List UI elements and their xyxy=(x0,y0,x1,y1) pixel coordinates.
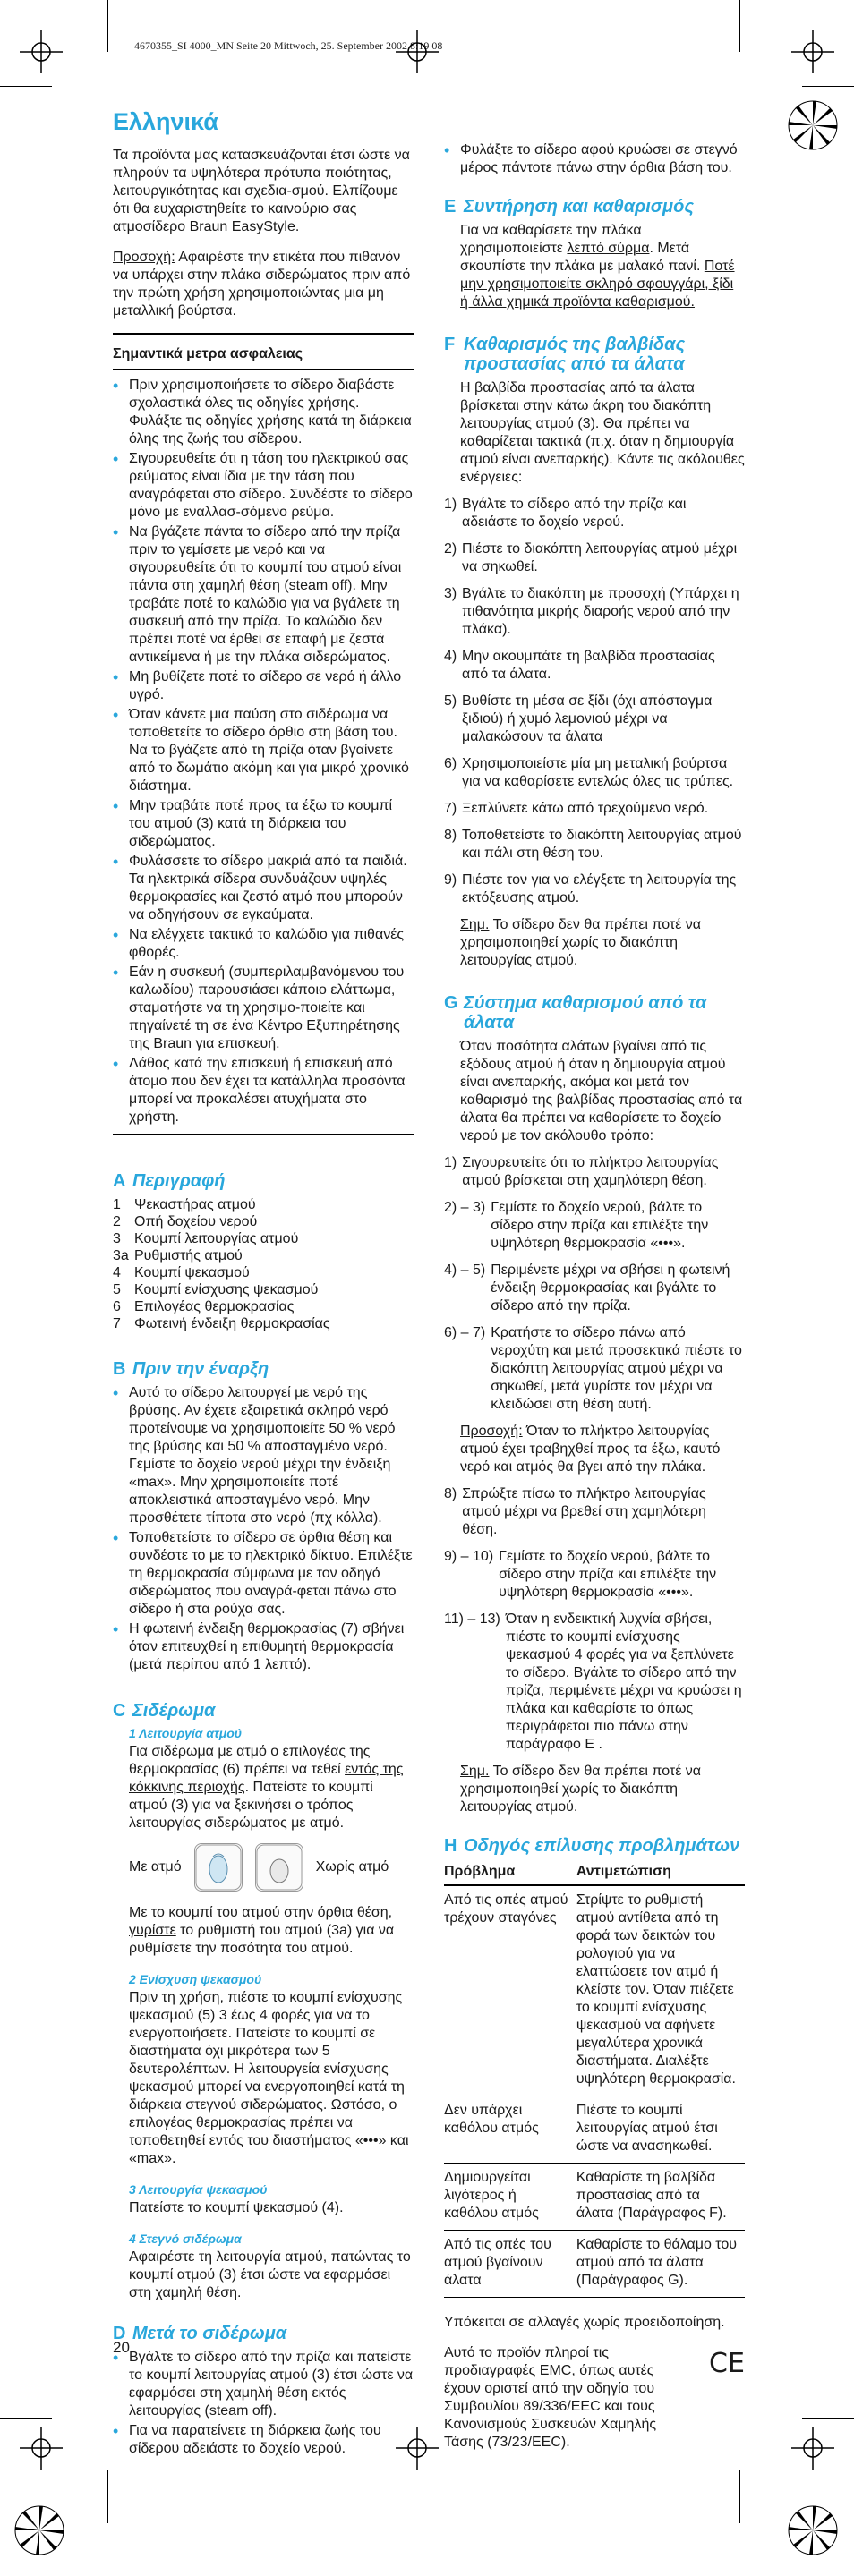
valve-steps xyxy=(444,496,745,907)
list-item: 6) – 7) Κρατήστε το σίδερο πάνω από νεροχύτη και μετά προσεκτικά πιέστε το διακόπτη λειτουργίας ατμού μέχρι να σηκωθεί, μετά γυρίστε τον μέχρι να κλειδώσει στη θέση αυτή. xyxy=(444,1325,742,1412)
crop-mark xyxy=(739,0,740,52)
crop-mark xyxy=(802,86,854,87)
subsection-title: 2 Ενίσχυση ψεκασμού xyxy=(129,1972,262,1986)
caution-label: Προσοχή: xyxy=(113,250,175,265)
left-column xyxy=(113,107,414,2460)
ce-mark-icon: CE xyxy=(709,2348,745,2379)
table-row xyxy=(444,2231,745,2298)
table-cell: Δεν υπάρχει καθόλου ατμός xyxy=(444,2096,576,2164)
steam-illustration xyxy=(129,1843,414,1892)
table-cell: Καθαρίστε το θάλαμο του ατμού από τα άλατα (Παράγραφος G). xyxy=(576,2231,745,2298)
decalc-note: Σημ. Το σίδερο δεν θα πρέπει ποτέ να χρησιμοποιηθεί χωρίς το διακόπτη λειτουργίας ατμού. xyxy=(460,1764,702,1815)
registration-mark-icon xyxy=(20,30,63,73)
registration-mark-icon xyxy=(20,2427,63,2470)
conformity-block xyxy=(444,2344,745,2452)
table-row xyxy=(444,2096,745,2164)
color-target-icon xyxy=(788,100,838,150)
section-e-heading: E Συντήρηση και καθαρισμός xyxy=(444,197,694,217)
valve-intro: Η βαλβίδα προστασίας από τα άλατα βρίσκεται στην κάτω άκρη του διακόπτη λειτουργίας ατμού (3). Θα πρέπει να καθαρίζεται τακτικά (π.χ. όταν η δημιουργία ατμού είναι ανεπαρκής). Κάντε τις ακόλουθες ενέργειες: xyxy=(460,380,745,485)
table-cell: Καθαρίστε τη βαλβίδα προστασίας από τα άλατα (Παράγραφος F). xyxy=(576,2164,745,2231)
crop-mark xyxy=(0,86,52,87)
section-g-heading: G Σύστημα καθαρισμού από τα άλατα xyxy=(444,993,707,1033)
list-item: 4) – 5) Περιμένετε μέχρι να σβήσει η φωτεινή ένδειξη θερμοκρασίας και βγάλτε το σίδερο από την πρίζα. xyxy=(444,1262,730,1314)
without-steam-label: Χωρίς ατμό xyxy=(315,1859,389,1875)
right-column xyxy=(444,141,745,2464)
subsection-title: 3 Λειτουργία ψεκασμού xyxy=(129,2182,268,2197)
list-item: • Να βγάζετε πάντα το σίδερο από την πρίζα πριν το γεμίσετε με νερό και να σιγουρευθείτε ότι το κουμπί του ατμού είναι πάντα στη χαμηλή θέση (steam off). Μην τραβάτε ποτέ το καλώδιο για να βγάλετε τη συσκευή από την πρίζα. Το καλώδιο δεν πρέπει ποτέ να έρθει σε επαφή με ζεστά αντικείμενα ή με την πλάκα σιδερώματος. xyxy=(113,523,414,667)
list-item: • Αυτό το σίδερο λειτουργεί με νερό της βρύσης. Αν έχετε εξαιρετικά σκληρό νερό προτείνουμε να χρησιμοποιείτε 50 % νερό της βρύσης και 50 % αποσταγμένο νερό. Γεμίστε το δοχείο νερού μέχρι την ένδειξη «max». Μην χρησιμοποιείτε ποτέ αποκλειστικά αποσταγμένο νερό. Μην προσθέτετε τίποτα στο νερό (πχ κόλλα). xyxy=(113,1384,414,1527)
table-row xyxy=(444,2164,745,2231)
list-item: • Όταν κάνετε μια παύση στο σιδέρωμα να τοποθετείτε το σίδερο όρθιο στη βάση του. Να το βγάζετε από τη πρίζα όταν βγαίνετε από το δωμάτιο ακόμη και για μικρό χρονικό διάστημα. xyxy=(113,706,414,795)
divider xyxy=(113,369,414,370)
list-item: • Για να παρατείνετε τη διάρκεια ζωής του σίδερου αδειάστε το δοχείο νερού. xyxy=(113,2422,414,2458)
registration-mark-icon xyxy=(396,30,439,73)
list-item: 7 Φωτεινή ένδειξη θερμοκρασίας xyxy=(113,1316,330,1331)
list-item: 2) Πιέστε το διακόπτη λειτουργίας ατμού μέχρι να σηκωθεί. xyxy=(444,541,738,574)
steam-text: Για σιδέρωμα με ατμό ο επιλογέας της θερμοκρασίας (6) πρέπει να τεθεί εντός της κόκκινης περιοχής. Πατείστε το κουμπί ατμού (3) για να ξεκινήσει ο τρόπος λειτουργίας σιδερώματος με ατμό. xyxy=(129,1744,404,1831)
list-item: • Φυλάξτε το σίδερο αφού κρυώσει σε στεγνό μέρος πάντοτε πάνω στην όρθια βάση του. xyxy=(444,141,745,177)
with-steam-label: Με ατμό xyxy=(129,1859,182,1875)
caution-text: Αφαιρέστε την ετικέτα που πιθανόν να υπάρχει στην πλάκα σιδερώματος πριν από την πρώτη χρήση χρησιμοποιώντας μια μη μεταλλική βούρτσα. xyxy=(113,250,411,319)
column-header: Πρόβλημα xyxy=(444,1861,576,1885)
list-item: 1 Ψεκαστήρας ατμού xyxy=(113,1197,256,1212)
list-item: 8) Τοποθετείστε το διακόπτη λειτουργίας ατμού και πάλι στη θέση του. xyxy=(444,828,742,861)
subject-to-change: Υπόκειται σε αλλαγές χωρίς προειδοποίηση. xyxy=(444,2315,725,2330)
color-target-icon xyxy=(788,2505,838,2555)
list-item: 1) Σιγουρευτείτε ότι το πλήκτρο λειτουργίας ατμού βρίσκεται στη χαμηλότερη θέση. xyxy=(444,1155,719,1188)
list-item: • Σιγουρευθείτε ότι η τάση του ηλεκτρικού σας ρεύματος είναι ίδια με την τάση που αναγράφεται στο σίδερο. Συνδέστε το σίδερο μόνο με εναλλασ-σόμενο ρεύμα. xyxy=(113,450,414,522)
list-item: • Τοποθετείστε το σίδερο σε όρθια θέση και συνδέστε το με το ηλεκτρικό δίκτυο. Επιλέξτε τη θερμοκρασία σύμφωνα με τον οδηγό σιδερώματος που αναγρά-φεται πάνω στο σίδερο ή στα ρούχα σας. xyxy=(113,1529,414,1619)
section-f-heading: F Καθαρισμός της βαλβίδας προστασίας από τα άλατα xyxy=(444,335,686,374)
intro-paragraph: Τα προϊόντα μας κατασκευάζονται έτσι ώστε να πληρούν τα υψηλότερα πρότυπα ποιότητας, λειτουργικότητας και σχεδια-σμού. Ελπίζουμε ότι θα ευχαριστηθείτε το καινούριο σας ατμοσίδερο Braun EasyStyle. xyxy=(113,148,410,234)
list-item: • Εάν η συσκευή (συμπεριλαμβανόμενου του καλωδίου) παρουσιάσει κάποιο ελάττωμα, σταματήστε να τη χρησιμο-ποιείτε και πηγαίνετέ τη σε ένα Κέντρο Εξυπηρέτησης της Braun για επισκευή. xyxy=(113,964,414,1053)
list-item: 3a Ρυθμιστής ατμού xyxy=(113,1248,243,1263)
valve-note: Σημ. Το σίδερο δεν θα πρέπει ποτέ να χρησιμοποιηθεί χωρίς το διακόπτη λειτουργίας ατμού. xyxy=(460,917,702,968)
shot-boost-text: Πριν τη χρήση, πιέστε το κουμπί ενίσχυσης ψεκασμού (5) 3 έως 4 φορές για να το ενεργοποιήσετε. Πατείστε το κουμπί σε διαστήματα όχι μικρότερα των 5 δευτερολέπτων. Η λειτουργεία ενίσχυσης ψεκασμού μπορεί να ενεργοποιηθεί κατά τη διάρκεια στεγνού σιδερώματος. Ωστόσο, ο επιλογέας θερμοκρασίας πρέπει να τοποθετηθεί εντός του διαστήματος «•••» και «max». xyxy=(129,1990,409,2166)
list-item: • Φυλάσσετε το σίδερο μακριά από τα παιδιά. Τα ηλεκτρικά σίδερα συνδυάζουν υψηλές θερμοκρασίες και ζεστό ατμό που μπορούν να οδηγήσουν σε εγκαύματα. xyxy=(113,853,414,924)
safety-title: Σημαντικά μετρα ασφαλειας xyxy=(113,346,303,361)
page-number: 20 xyxy=(113,2339,130,2356)
divider xyxy=(113,1134,414,1135)
after-ironing-list-cont xyxy=(444,141,745,177)
table-cell: Στρίψτε το ρυθμιστή ατμού αντίθετα από τη φορά των δεικτών του ρολογιού για να ελαττώσετε τον ατμό ή κλείστε τον. Όταν πιέζετε το κουμπί ενίσχυσης ψεκασμού να αφήνετε μεγαλύτερα χρονικά διαστήματα. Διαλέξτε υψηλότερη θερμοκρασία. xyxy=(576,1885,745,2096)
table-cell: Από τις οπές ατμού τρέχουν σταγόνες xyxy=(444,1885,576,2096)
list-item: 8) Σπρώξτε πίσω το πλήκτρο λειτουργίας ατμού μέχρι να βρεθεί στη χαμηλότερη θέση. xyxy=(444,1486,706,1537)
table-cell: Από τις οπές του ατμού βγαίνουν άλατα xyxy=(444,2231,576,2298)
table-row xyxy=(444,1885,745,2096)
crop-mark xyxy=(107,2470,108,2523)
list-item: 6 Επιλογέας θερμοκρασίας xyxy=(113,1299,295,1314)
caution-paragraph xyxy=(113,249,414,320)
crop-mark xyxy=(107,0,108,52)
decalc-intro: Όταν ποσότητα αλάτων βγαίνει από τις εξόδους ατμού ή όταν η δημιουργία ατμού είναι ανεπαρκής, ακόμα και μετά τον καθαρισμό της βαλβίδας προστασίας από τα άλατα θα πρέπει να καθαρίσετε το δοχείο νερού με τον ακόλουθο τρόπο: xyxy=(460,1039,743,1143)
safety-list xyxy=(113,377,414,1126)
page-title: Ελληνικά xyxy=(113,108,218,135)
list-item: 4 Κουμπί ψεκασμού xyxy=(113,1265,250,1280)
steam-on-icon xyxy=(194,1843,243,1892)
list-item: 3) Βγάλτε το διακόπτη με προσοχή (Υπάρχει η πιθανότητα μικρής διαροής νερού από την πλάκα). xyxy=(444,586,739,637)
subsection-title: 1 Λειτουργία ατμού xyxy=(129,1726,243,1740)
dry-ironing-text: Αφαιρέστε τη λειτουργία ατμού, πατώντας το κουμπί ατμού (3) έτσι ώστε να εφαρμόσει στη χαμηλή θέση. xyxy=(129,2249,411,2300)
registration-mark-icon xyxy=(791,30,834,73)
list-item: • Λάθος κατά την επισκευή ή επισκευή από άτομο που δεν έχει τα κατάλληλα προσόντα μπορεί να προκαλέσει ατυχήματα στο χρήστη. xyxy=(113,1055,414,1126)
list-item: • Βγάλτε το σίδερο από την πρίζα και πατείστε το κουμπί λειτουργίας ατμού (3) έτσι ώστε να εφαρμόσει στη χαμηλή θέση εκτός λειτουργίας (steam off). xyxy=(113,2349,414,2420)
list-item: 5) Βυθίστε τη μέσα σε ξίδι (όχι απόσταγμα ξιδιού) ή χυμό λεμονιού μέχρι να μαλακώσουν τα άλατα xyxy=(444,693,713,744)
after-ironing-list xyxy=(113,2349,414,2458)
table-cell: Δημιουργείται λιγότερος ή καθόλου ατμός xyxy=(444,2164,576,2231)
list-item: 5 Κουμπί ενίσχυσης ψεκασμού xyxy=(113,1282,319,1297)
list-item: 2 Οπή δοχείου νερού xyxy=(113,1214,258,1229)
list-item: 7) Ξεπλύνετε κάτω από τρεχούμενο νερό. xyxy=(444,801,709,816)
steam-off-icon xyxy=(255,1843,303,1892)
list-item: 9) Πιέστε τον για να ελέγξετε τη λειτουργία της εκτόξευσης ατμού. xyxy=(444,872,737,905)
crop-mark xyxy=(0,2418,52,2419)
list-item: 1) Βγάλτε το σίδερο από την πρίζα και αδειάστε το δοχείο νερού. xyxy=(444,497,687,530)
section-d-heading: D Μετά το σιδέρωμα xyxy=(113,2324,287,2343)
decalc-steps xyxy=(444,1154,745,1414)
section-a-heading: A Περιγραφή xyxy=(113,1171,226,1191)
before-start-list xyxy=(113,1384,414,1674)
divider xyxy=(113,333,414,335)
decalc-caution: Προσοχή: Όταν το πλήκτρο λειτουργίας ατμού έχει τραβηχθεί προς τα έξω, καυτό νερό και ατμός θα βγει από την πλάκα. xyxy=(460,1424,721,1475)
color-target-icon xyxy=(14,2505,64,2555)
description-list xyxy=(113,1196,414,1332)
subsection-title: 4 Στεγνό σιδέρωμα xyxy=(129,2232,242,2246)
list-item: 6) Χρησιμοποιείστε μία μη μεταλική βούρτσα για να καθαρίσετε εντελώς όλες τις τρύπες. xyxy=(444,756,734,789)
table-cell: Πιέστε το κουμπί λειτουργίας ατμού έτσι ώστε να ανασηκωθεί. xyxy=(576,2096,745,2164)
list-item: 9) – 10) Γεμίστε το δοχείο νερού, βάλτε το σίδερο στην πρίζα και επιλέξτε την υψηλότερη θερμοκρασία «•••». xyxy=(444,1549,717,1600)
maintenance-text: Για να καθαρίσετε την πλάκα χρησιμοποιείστε λεπτό σύρμα. Μετά σκουπίστε την πλάκα με μαλακό πανί. Ποτέ μην χρησιμοποιείτε σκληρό σφουγγάρι, ξίδι ή άλλα χημικά προϊόντα καθαρισμού. xyxy=(460,223,735,310)
table-header-row xyxy=(444,1861,745,1885)
list-item: 2) – 3) Γεμίστε το δοχείο νερού, βάλτε το σίδερο στην πρίζα και επιλέξτε την υψηλότερη θερμοκρασία «•••». xyxy=(444,1200,709,1251)
registration-mark-icon xyxy=(791,2427,834,2470)
decalc-steps-2 xyxy=(444,1485,745,1754)
section-b-heading: B Πριν την έναρξη xyxy=(113,1359,269,1379)
section-h-heading: H Οδηγός επίλυσης προβλημάτων xyxy=(444,1836,740,1856)
list-item: • Μη βυθίζετε ποτέ το σίδερο σε νερό ή άλλο υγρό. xyxy=(113,668,414,704)
list-item: • Να ελέγχετε τακτικά το καλώδιο για πιθανές φθορές. xyxy=(113,926,414,962)
list-item: 11) – 13) Όταν η ενδεικτική λυχνία σβήσει, πιέστε το κουμπί ενίσχυσης ψεκασμού 4 φορές για να ξεπλύνετε το σίδερο. Βγάλτε το σίδερο από την πρίζα, περιμένετε μέχρι να κρυώσει η πλάκα και καθαρίστε το όπως περιγράφεται πιο πάνω στην παράγραφο E . xyxy=(444,1611,742,1752)
list-item: • Πριν χρησιμοποιήσετε το σίδερο διαβάστε σχολαστικά όλες τις οδηγίες χρήσης. Φυλάξτε τις οδηγίες χρήσης κατά τη διάρκεια όλης της ζωής του σίδερου. xyxy=(113,377,414,448)
column-header: Αντιμετώπιση xyxy=(576,1861,745,1885)
crop-mark xyxy=(739,2470,740,2523)
list-item: • Η φωτεινή ένδειξη θερμοκρασίας (7) σβήνει όταν επιτευχθεί η επιθυμητή θερμοκρασία (μετά περίπου από 1 λεπτό). xyxy=(113,1620,414,1674)
list-item: • Μην τραβάτε ποτέ προς τα έξω το κουμπί του ατμού (3) κατά τη διάρκεια του σιδερώματος. xyxy=(113,797,414,851)
section-c-heading: C Σιδέρωμα xyxy=(113,1701,216,1721)
list-item: 3 Κουμπί λειτουργίας ατμού xyxy=(113,1231,299,1246)
spray-text: Πατείστε το κουμπί ψεκασμού (4). xyxy=(129,2200,344,2215)
crop-mark xyxy=(802,2418,854,2419)
list-item: 4) Μην ακουμπάτε τη βαλβίδα προστασίας από τα άλατα. xyxy=(444,649,715,682)
troubleshooting-table xyxy=(444,1861,745,2298)
steam-adjust-text: Με το κουμπί του ατμού στην όρθια θέση, γυρίστε το ρυθμιστή του ατμού (3a) για να ρυθμίσετε την ποσότητα του ατμού. xyxy=(129,1905,395,1956)
conformity-text: Αυτό το προϊόν πληροί τις προδιαγραφές EMC, όπως αυτές έχουν οριστεί από την οδηγία του Συμβουλίου 89/336/EEC και τους Κανονισμούς Συσκευών Χαμηλής Τάσης (73/23/EEC). xyxy=(444,2345,657,2450)
print-header: 4670355_SI 4000_MN Seite 20 Mittwoch, 25. September 2002 8:19 08 xyxy=(134,39,443,52)
